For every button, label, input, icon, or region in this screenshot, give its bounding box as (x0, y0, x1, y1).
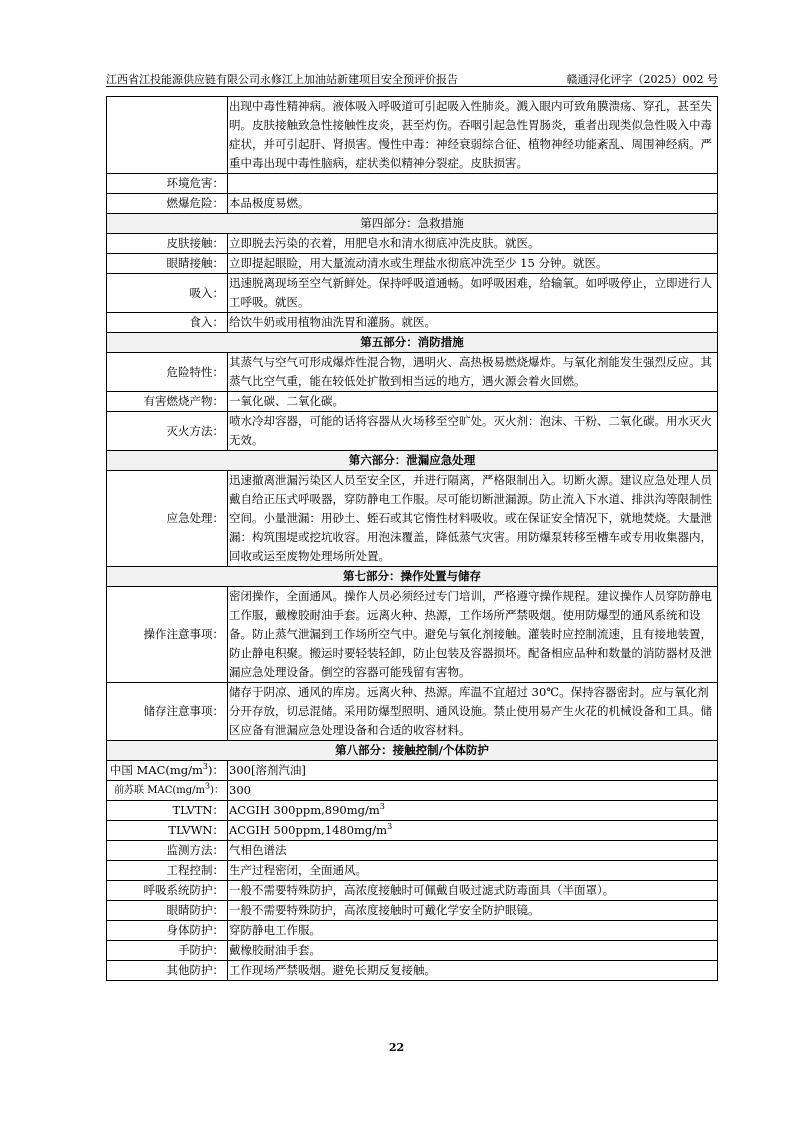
skin-contact-value: 立即脱去污染的衣着，用肥皂水和清水彻底冲洗皮肤。就医。 (228, 234, 718, 254)
mac-ussr-label: 前苏联 $MAC(mg/m^3)$： (107, 781, 228, 801)
env-hazard-value (228, 174, 718, 194)
fire-hazard-label: 燃爆危险： (107, 194, 228, 214)
mac-china-label: 中国 $MAC(mg/m^3)$： (107, 761, 228, 781)
section-heading-exposure: 第八部分：接触控制/个体防护 (107, 741, 718, 761)
skin-contact-label: 皮肤接触： (107, 234, 228, 254)
row-label (107, 97, 228, 174)
inhalation-label: 吸入： (107, 274, 228, 313)
table-row (107, 901, 718, 921)
table-row (107, 274, 718, 313)
respiratory-protection-label: 呼吸系统防护： (107, 881, 228, 901)
page-header (106, 70, 718, 87)
combustion-products-label: 有害燃烧产物： (107, 392, 228, 412)
health-hazard-continued: 出现中毒性精神病。液体吸入呼吸道可引起吸入性肺炎。溅入眼内可致角膜溃疡、穿孔，甚至失明。皮肤接触致急性接触性皮炎，甚至灼伤。吞咽引起急性胃肠炎，重者出现类似急性吸入中毒症状，并可引起肝、肾损害。慢性中毒：神经衰弱综合征、植物神经功能紊乱、周围神经病。严重中毒出现中毒性脑病，症状类似精神分裂症。皮肤损害。 (228, 97, 718, 174)
hand-protection-label: 手防护： (107, 941, 228, 961)
section-heading-leak: 第六部分：泄漏应急处理 (107, 451, 718, 471)
table-row (107, 313, 718, 333)
table-row (107, 861, 718, 881)
msds-table (106, 96, 718, 981)
monitoring-value: 气相色谱法 (228, 841, 718, 861)
section-row (107, 567, 718, 587)
operation-value: 密闭操作，全面通风。操作人员必须经过专门培训，严格遵守操作规程。建议操作人员穿防静电工作服，戴橡胶耐油手套。远离火种、热源，工作场所严禁吸烟。使用防爆型的通风系统和设备。防止蒸气泄漏到工作场所空气中。避免与氧化剂接触。灌装时应控制流速，且有接地装置，防止静电积聚。搬运时要轻装轻卸，防止包装及容器损坏。配备相应品种和数量的消防器材及泄漏应急处理设备。倒空的容器可能残留有害物。 (228, 587, 718, 683)
header-report-number: 赣通浔化评字（2025）002 号 (566, 73, 718, 86)
table-row (107, 97, 718, 174)
table-row (107, 761, 718, 781)
operation-label: 操作注意事项： (107, 587, 228, 683)
eye-contact-label: 眼睛接触： (107, 254, 228, 274)
section-heading-first-aid: 第四部分：急救措施 (107, 214, 718, 234)
body-protection-label: 身体防护： (107, 921, 228, 941)
extinguishing-value: 喷水冷却容器，可能的话将容器从火场移至空旷处。灭火剂：泡沫、干粉、二氧化碳。用水灭火无效。 (228, 412, 718, 451)
extinguishing-label: 灭火方法： (107, 412, 228, 451)
eye-protection-value: 一般不需要特殊防护，高浓度接触时可戴化学安全防护眼镜。 (228, 901, 718, 921)
engineering-control-value: 生产过程密闭，全面通风。 (228, 861, 718, 881)
table-row (107, 801, 718, 821)
tlvwn-label: TLVWN： (107, 821, 228, 841)
table-row (107, 412, 718, 451)
table-row (107, 471, 718, 567)
section-row (107, 333, 718, 353)
engineering-control-label: 工程控制： (107, 861, 228, 881)
table-row (107, 174, 718, 194)
eye-contact-value: 立即提起眼睑，用大量流动清水或生理盐水彻底冲洗至少 15 分钟。就医。 (228, 254, 718, 274)
page-number: 22 (388, 1041, 405, 1054)
body-protection-value: 穿防静电工作服。 (228, 921, 718, 941)
mac-china-value: 300[溶剂汽油] (228, 761, 718, 781)
other-protection-label: 其他防护： (107, 961, 228, 981)
tlvwn-value: ACGIH $500ppm,1480mg/m^3$ (228, 821, 718, 841)
table-row (107, 921, 718, 941)
table-row (107, 194, 718, 214)
table-row (107, 234, 718, 254)
tlvtn-label: TLVTN： (107, 801, 228, 821)
header-report-title: 江西省江投能源供应链有限公司永修江上加油站新建项目安全预评价报告 (106, 73, 458, 86)
table-row (107, 353, 718, 392)
table-row (107, 683, 718, 741)
respiratory-protection-value: 一般不需要特殊防护，高浓度接触时可佩戴自吸过滤式防毒面具（半面罩）。 (228, 881, 718, 901)
table-row (107, 821, 718, 841)
other-protection-value: 工作现场严禁吸烟。避免长期反复接触。 (228, 961, 718, 981)
emergency-value: 迅速撤离泄漏污染区人员至安全区，并进行隔离，严格限制出入。切断火源。建议应急处理人员戴自给正压式呼吸器，穿防静电工作服。尽可能切断泄漏源。防止流入下水道、排洪沟等限制性空间。小量泄漏：用砂土、蛭石或其它惰性材料吸收。或在保证安全情况下，就地焚烧。大量泄漏：构筑围堤或挖坑收容。用泡沫覆盖，降低蒸气灾害。用防爆泵转移至槽车或专用收集器内，回收或运至废物处理场所处置。 (228, 471, 718, 567)
env-hazard-label: 环境危害： (107, 174, 228, 194)
eye-protection-label: 眼睛防护： (107, 901, 228, 921)
hazard-characteristics-label: 危险特性： (107, 353, 228, 392)
hand-protection-value: 戴橡胶耐油手套。 (228, 941, 718, 961)
hazard-characteristics-value: 其蒸气与空气可形成爆炸性混合物，遇明火、高热极易燃烧爆炸。与氧化剂能发生强烈反应。其蒸气比空气重，能在较低处扩散到相当远的地方，遇火源会着火回燃。 (228, 353, 718, 392)
table-row (107, 781, 718, 801)
section-heading-handling: 第七部分：操作处置与储存 (107, 567, 718, 587)
storage-value: 储存于阴凉、通风的库房。远离火种、热源。库温不宜超过 30℃。保持容器密封。应与氧化剂分开存放，切忌混储。采用防爆型照明、通风设施。禁止使用易产生火花的机械设备和工具。储区应备有泄漏应急处理设备和合适的收容材料。 (228, 683, 718, 741)
mac-ussr-value: 300 (228, 781, 718, 801)
table-row (107, 587, 718, 683)
table-row (107, 392, 718, 412)
section-row (107, 451, 718, 471)
inhalation-value: 迅速脱离现场至空气新鲜处。保持呼吸道通畅。如呼吸困难，给输氧。如呼吸停止，立即进行人工呼吸。就医。 (228, 274, 718, 313)
monitoring-label: 监测方法： (107, 841, 228, 861)
ingestion-value: 给饮牛奶或用植物油洗胃和灌肠。就医。 (228, 313, 718, 333)
storage-label: 储存注意事项： (107, 683, 228, 741)
ingestion-label: 食入： (107, 313, 228, 333)
table-row (107, 941, 718, 961)
tlvtn-value: ACGIH $300ppm,890mg/m^3$ (228, 801, 718, 821)
section-row (107, 214, 718, 234)
combustion-products-value: 一氧化碳、二氧化碳。 (228, 392, 718, 412)
table-row (107, 841, 718, 861)
section-row (107, 741, 718, 761)
table-row (107, 961, 718, 981)
section-heading-firefighting: 第五部分：消防措施 (107, 333, 718, 353)
table-row (107, 254, 718, 274)
table-row (107, 881, 718, 901)
emergency-label: 应急处理： (107, 471, 228, 567)
fire-hazard-value: 本品极度易燃。 (228, 194, 718, 214)
